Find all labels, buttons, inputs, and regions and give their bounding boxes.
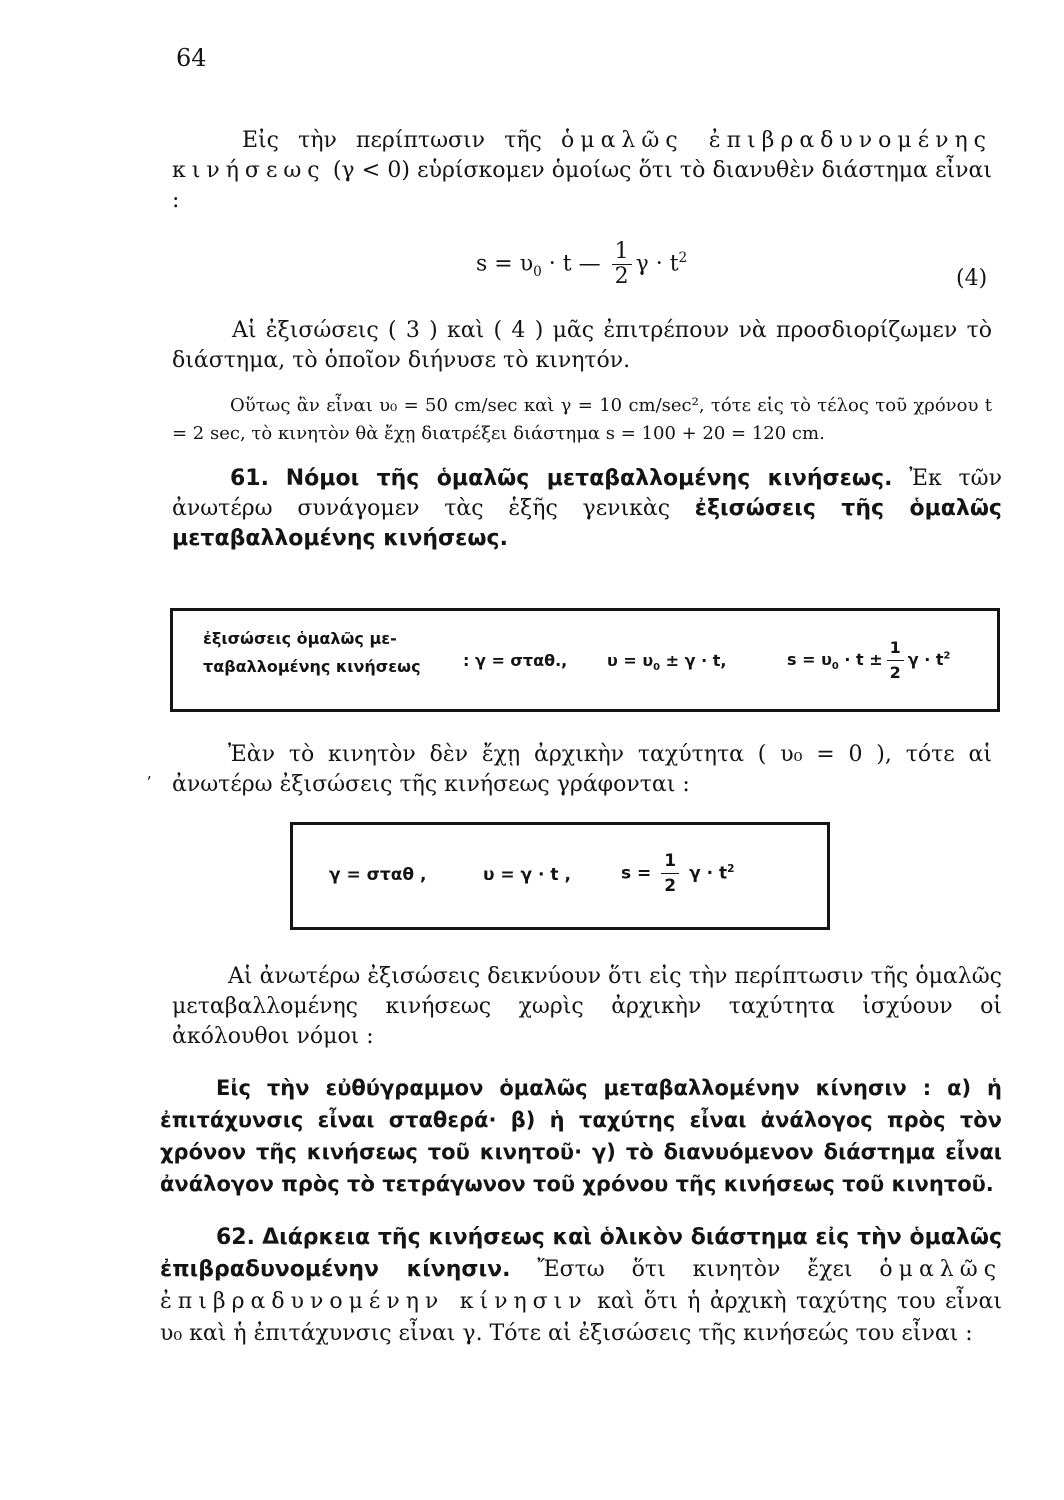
- section-61-bold-end: ἐξισώσεις τῆς ὁμαλῶς μεταβαλλομένης κινήσεως.: [172, 496, 1002, 551]
- box1-v-tail: ± γ · t,: [660, 651, 727, 670]
- page-number: 64: [176, 44, 207, 72]
- box1-v-eq: υ = υ: [607, 651, 654, 670]
- box1-frac-num: 1: [887, 636, 904, 661]
- intro-spaced: ὁμαλῶς ἐπιβραδυνομένης κινήσεως: [172, 128, 992, 183]
- section-61-number: 61.: [230, 466, 269, 491]
- box1-distance: [787, 636, 950, 685]
- box1-fraction: [887, 636, 904, 685]
- equation-4: [476, 240, 687, 289]
- box2-s-tail: γ · t: [689, 863, 728, 884]
- box2-velocity: υ = γ · t ,: [483, 865, 571, 885]
- section-62-text2: καὶ ὅτι ἡ ἀρχικὴ ταχύτης του εἶναι υ₀ καὶ ἡ ἐπιτάχυνσις εἶναι γ. Τότε αἱ ἐξισώσεις τῆς κινήσεώς του εἶναι :: [160, 1289, 1002, 1346]
- box2-s-sup: 2: [727, 862, 735, 875]
- paragraph-zero-velocity: Ἐὰν τὸ κινητὸν δὲν ἔχῃ ἀρχικὴν ταχύτητα ( υ₀ = 0 ), τότε αἱ ἀνωτέρω ἐξισώσεις τῆς κινήσεως γράφονται :: [172, 742, 992, 797]
- box1-s-sup: 2: [943, 650, 951, 662]
- box2-frac-den: 2: [664, 876, 677, 896]
- eq4-sup: 2: [678, 250, 688, 267]
- eq4-tail: γ · t: [635, 251, 679, 277]
- box1-velocity: [607, 651, 726, 673]
- box1-label-line2: ταβαλλομένης κινήσεως: [203, 657, 421, 676]
- box1-gamma: : γ = σταθ.,: [463, 651, 568, 670]
- box2-distance: [621, 849, 734, 898]
- box2-frac-num: 1: [661, 849, 679, 874]
- eq4-fraction: [612, 240, 632, 289]
- section-62-spaced: ὁμαλῶς ἐπιβραδυνομένην κίνησιν: [160, 1257, 1003, 1314]
- box1-label: [203, 625, 421, 681]
- equations-box-general: [170, 608, 1000, 712]
- margin-mark: ʼ: [146, 773, 152, 792]
- section-62-number: 62.: [216, 1225, 255, 1250]
- section-62-title: Διάρκεια τῆς κινήσεως καὶ ὁλικὸν διάστημα εἰς τὴν ὁμαλῶς ἐπιβραδυνομένην κίνησιν.: [160, 1225, 1003, 1282]
- eq4-lhs: s = υ: [476, 251, 534, 277]
- equation-4-label: (4): [956, 266, 988, 291]
- intro-pre: Εἰς τὴν περίπτωσιν τῆς: [242, 128, 562, 153]
- box1-label-line1: ἐξισώσεις ὁμαλῶς με-: [203, 629, 397, 648]
- intro-paragraph: [172, 126, 992, 216]
- eq4-mid: · t —: [541, 251, 608, 277]
- box1-s-tail: γ · t: [907, 650, 944, 669]
- box1-v-sub: 0: [653, 662, 661, 674]
- eq4-sub: 0: [533, 263, 542, 280]
- example-paragraph: Οὕτως ἂν εἶναι υ₀ = 50 cm/sec καὶ γ = 10 cm/sec², τότε εἰς τὸ τέλος τοῦ χρόνου t = 2 sec, τὸ κινητὸν θὰ ἔχῃ διατρέξει διάστημα s = 100 + 20 = 120 cm.: [172, 395, 992, 444]
- paragraph-eq3-eq4: Αἱ ἐξισώσεις ( 3 ) καὶ ( 4 ) μᾶς ἐπιτρέπουν νὰ προσδιορίζωμεν τὸ διάστημα, τὸ ὁποῖον διήνυσε τὸ κινητόν.: [172, 318, 992, 373]
- box2-s-eq: s =: [621, 863, 652, 884]
- eq4-frac-den: 2: [614, 264, 629, 289]
- box2-gamma: γ = σταθ ,: [329, 865, 427, 885]
- paragraph-laws-intro: Αἱ ἀνωτέρω ἐξισώσεις δεικνύουν ὅτι εἰς τὴν περίπτωσιν τῆς ὁμαλῶς μεταβαλλομένης κινήσεως χωρὶς ἀρχικὴν ταχύτητα ἰσχύουν οἱ ἀκόλουθοι νόμοι :: [172, 964, 1002, 1049]
- laws-paragraph: Εἰς τὴν εὐθύγραμμον ὁμαλῶς μεταβαλλομένην κίνησιν : α) ἡ ἐπιτάχυνσις εἶναι σταθερά· β) ἡ ταχύτης εἶναι ἀνάλογος πρὸς τὸν χρόνον τῆς κινήσεως τοῦ κινητοῦ· γ) τὸ διανυόμενον διάστημα εἶναι ἀνάλογον πρὸς τὸ τετράγωνον τοῦ χρόνου τῆς κινήσεως τοῦ κινητοῦ.: [160, 1076, 1002, 1196]
- box1-s-sub: 0: [831, 661, 839, 673]
- section-61-text: Ἐκ τῶν ἀνωτέρω συνάγομεν τὰς ἑξῆς γενικὰς: [172, 466, 1002, 521]
- box1-s-eq: s = υ: [787, 650, 832, 669]
- section-61-title: Νόμοι τῆς ὁμαλῶς μεταβαλλομένης κινήσεως.: [285, 466, 893, 491]
- section-61: [172, 464, 1002, 554]
- eq4-frac-num: 1: [612, 240, 632, 265]
- box2-fraction: [661, 849, 679, 898]
- intro-post: (γ < 0) εὑρίσκομεν ὁμοίως ὅτι τὸ διανυθὲν διάστημα εἶναι :: [172, 158, 992, 213]
- box1-s-mid: · t ±: [838, 650, 883, 669]
- box1-frac-den: 2: [889, 663, 901, 682]
- section-62: [160, 1222, 1002, 1350]
- equations-box-zero-velocity: [290, 822, 830, 930]
- section-62-text1: Ἔστω ὅτι κινητὸν ἔχει: [510, 1257, 880, 1282]
